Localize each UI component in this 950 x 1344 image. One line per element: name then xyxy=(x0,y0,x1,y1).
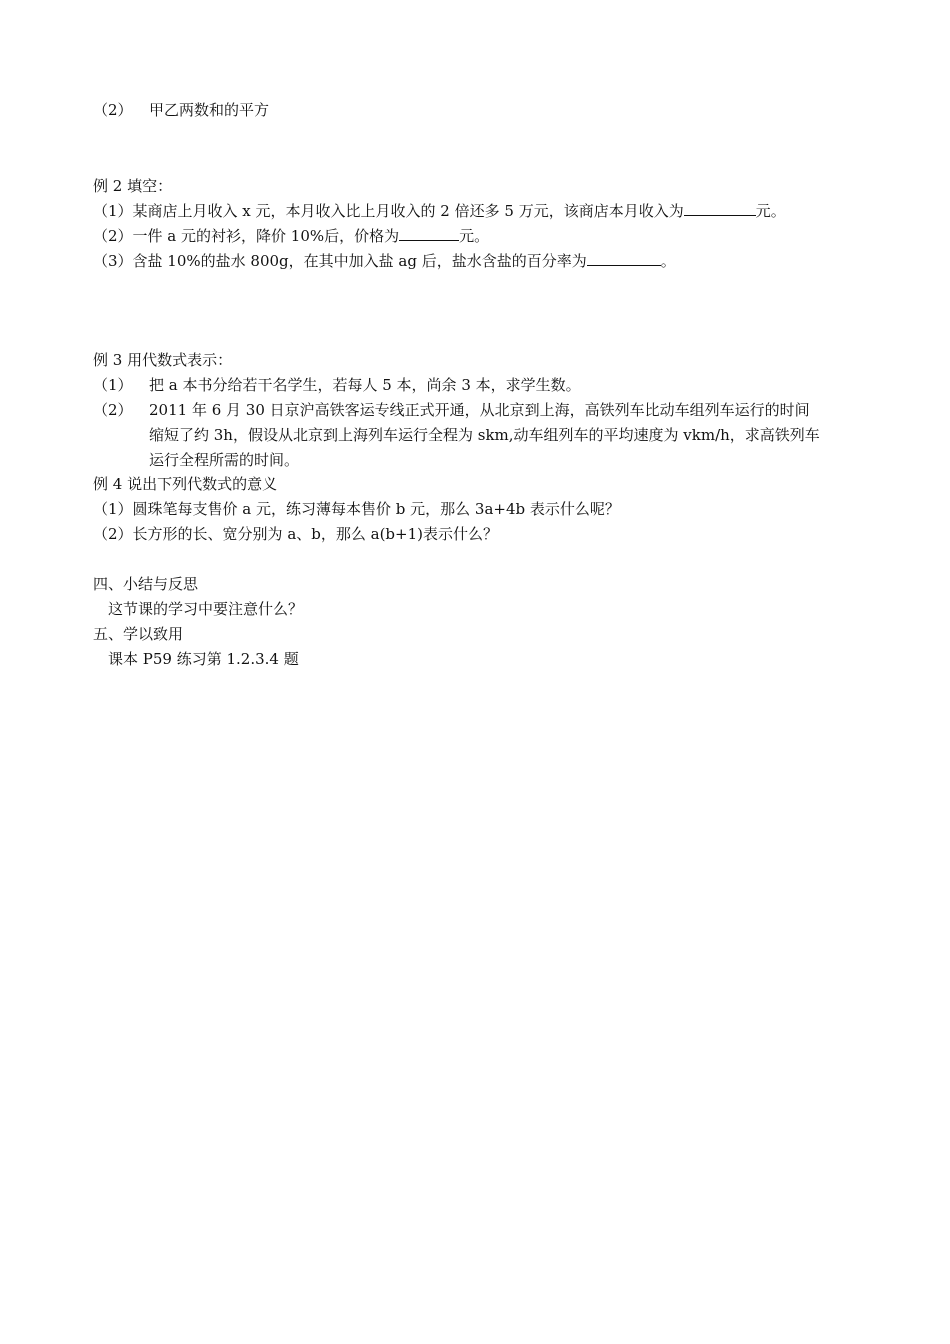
summary-text: 这节课的学习中要注意什么？ xyxy=(108,600,304,618)
example3-q2-number: （2） xyxy=(93,401,133,419)
example4-question-2: （2）长方形的长、宽分别为 a、b，那么 a(b+1)表示什么？ xyxy=(93,525,498,543)
example3-q1-text: 把 a 本书分给若干名学生，若每人 5 本，尚余 3 本，求学生数。 xyxy=(149,376,581,394)
example3-q2-line3: 运行全程所需的时间。 xyxy=(149,451,300,469)
example3-title: 例 3 用代数式表示： xyxy=(93,351,233,369)
answer-blank-3[interactable] xyxy=(587,251,661,266)
apply-heading: 五、学以致用 xyxy=(93,625,184,643)
answer-blank-1[interactable] xyxy=(684,201,756,216)
example2-title: 例 2 填空： xyxy=(93,177,173,195)
apply-text: 课本 P59 练习第 1.2.3.4 题 xyxy=(108,650,299,668)
example2-q3-end: 。 xyxy=(660,252,676,270)
example2-q2-text: （2）一件 a 元的衬衫，降价 10%后，价格为 xyxy=(93,227,400,245)
example2-q3-text: （3）含盐 10%的盐水 800g，在其中加入盐 ag 后，盐水含盐的百分率为 xyxy=(93,252,587,270)
example2-q1-unit: 元。 xyxy=(755,202,786,220)
example4-question-1: （1）圆珠笔每支售价 a 元，练习薄每本售价 b 元，那么 3a+4b 表示什么呢？ xyxy=(93,500,620,518)
example3-q1-number: （1） xyxy=(93,376,133,394)
part2-text: 甲乙两数和的平方 xyxy=(149,101,270,119)
answer-blank-2[interactable] xyxy=(399,226,459,241)
example3-question-2 xyxy=(93,400,810,420)
example3-q2-line1: 2011 年 6 月 30 日京沪高铁客运专线正式开通，从北京到上海，高铁列车比动车组列车运行的时间 xyxy=(149,401,810,419)
example3-q2-line2: 缩短了约 3h，假设从北京到上海列车运行全程为 skm,动车组列车的平均速度为 vkm/h，求高铁列车 xyxy=(149,426,820,444)
example2-question-2 xyxy=(93,226,489,246)
example2-question-3 xyxy=(93,251,676,271)
example2-q1-text: （1）某商店上月收入 x 元，本月收入比上月收入的 2 倍还多 5 万元，该商店本月收入为 xyxy=(93,202,684,220)
example3-question-1 xyxy=(93,375,581,395)
summary-heading: 四、小结与反思 xyxy=(93,575,199,593)
example4-title: 例 4 说出下列代数式的意义 xyxy=(93,475,278,493)
example2-q2-unit: 元。 xyxy=(459,227,490,245)
example2-question-1 xyxy=(93,201,786,221)
part2-number: （2） xyxy=(93,101,133,119)
part2-line xyxy=(93,100,269,120)
